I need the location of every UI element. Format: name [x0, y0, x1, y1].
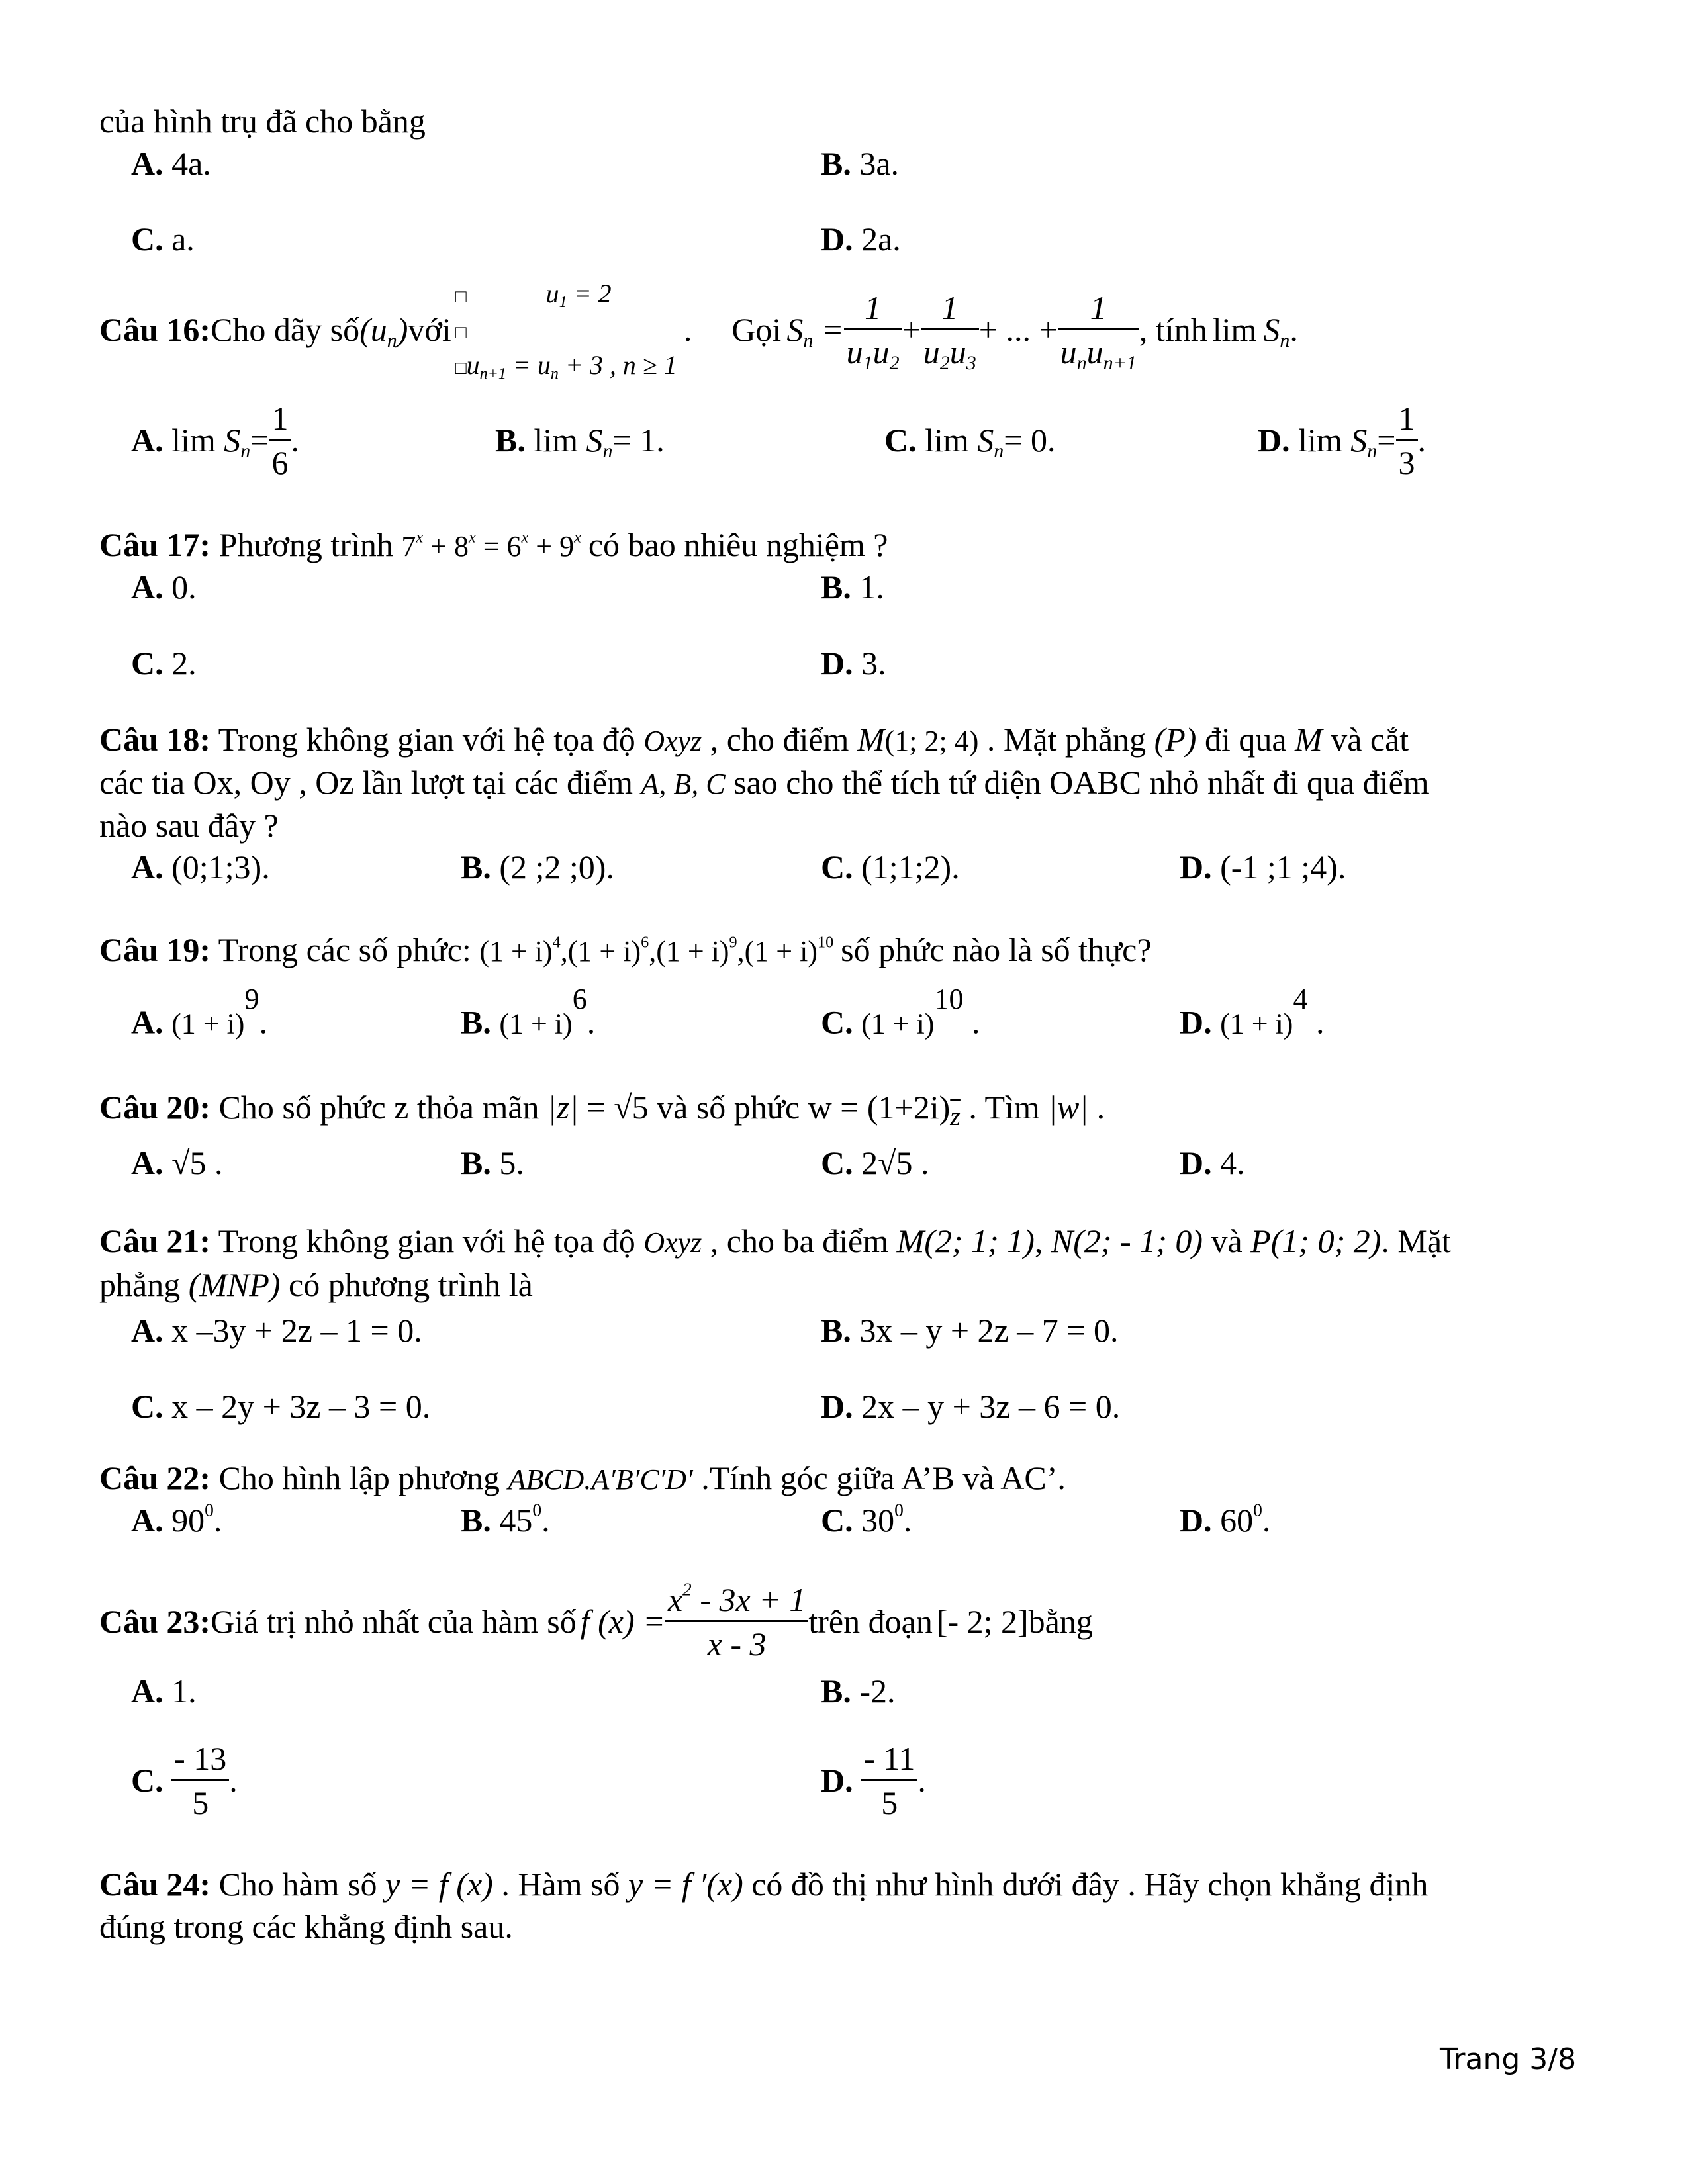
q19-option-c: C. $(1 + i)^{10}$ .: [821, 983, 980, 1041]
q21-stem-line-2: phẳng (MNP) có phương trình là: [99, 1266, 533, 1303]
q16-option-d: D. lim $S_n$ = $\frac{1}{3}$ .: [1258, 399, 1426, 481]
q20-stem: Câu 20: Cho số phức z thỏa mãn |z| = √5 và số phức $w = (1+2i)_{\overline{z}}$ . Tìm |w| .: [99, 1089, 1105, 1131]
q22-option-d: D. $60^0$.: [1180, 1499, 1271, 1539]
q24-stem-line-2: đúng trong các khẳng định sau.: [99, 1908, 513, 1945]
q15-stem: của hình trụ đã cho bằng: [99, 103, 426, 140]
q17-option-a: A. 0.: [131, 569, 197, 606]
q21-option-c: C. x – 2y + 3z – 3 = 0.: [131, 1388, 431, 1425]
q23-option-a: A. 1.: [131, 1672, 197, 1709]
q21-option-a: A. x –3y + 2z – 1 = 0.: [131, 1312, 422, 1349]
q17-stem: Câu 17: Phương trình $7^x + 8^x = 6^x + 9^x$ có bao nhiêu nghiệm ?: [99, 526, 888, 563]
q15-option-b: B. 3a.: [821, 145, 900, 182]
q16-sum-term-2: $\frac{1}{u_2u_3}$: [921, 291, 979, 369]
q23-option-d: D. $\frac{- 11}{5}$ .: [821, 1739, 926, 1821]
q16-option-a: A. lim $S_n$ = $\frac{1}{6}$ .: [131, 399, 299, 481]
q22-option-a: A. $90^0$.: [131, 1499, 222, 1539]
q16-stem: Câu 16: Cho dãy số $(u_n)$ với □ $u_1 = 2$ □ $□u_{n+1} = u_n + 3$ , n ≥ 1 . Gọi $S_n$ = $\frac{1}{u_1u_2}$ + $\frac{1}{u_2u_3}$ + ... + $\frac{1}{u_nu_{n+1}}$ , tính lim $S_n$ .: [99, 290, 1298, 369]
q19-option-d: D. $(1 + i)^4$ .: [1180, 983, 1325, 1041]
q20-option-d: D. 4.: [1180, 1144, 1245, 1181]
q18-option-b: B. (2 ;2 ;0).: [461, 848, 614, 886]
q22-option-b: B. $45^0$.: [461, 1499, 550, 1539]
q17-option-d: D. 3.: [821, 645, 886, 682]
q23-stem: Câu 23: Giá trị nhỏ nhất của hàm số f (x) = $\frac{x^2 - 3x + 1}{x - 3}$ trên đoạn [- 2; 2] bằng: [99, 1578, 1093, 1662]
q20-option-c: C. 2√5 .: [821, 1144, 929, 1181]
q20-option-b: B. 5.: [461, 1144, 524, 1181]
q18-option-c: C. (1;1;2).: [821, 848, 960, 886]
q16-option-c: C. lim $S_n$ = 0.: [884, 422, 1056, 462]
q16-sum-term-1: $\frac{1}{u_1u_2}$: [844, 291, 902, 369]
q19-stem: Câu 19: Trong các số phức: $(1 + i)^4,(1 + i)^6,(1 + i)^9,(1 + i)^{10}$ số phức nào là số thực?: [99, 931, 1152, 968]
q23-option-c: C. $\frac{- 13}{5}$ .: [131, 1739, 238, 1821]
q23-option-b: B. -2.: [821, 1672, 896, 1709]
q22-option-c: C. $30^0$.: [821, 1499, 912, 1539]
q17-equation: $7^x + 8^x = 6^x + 9^x$: [401, 528, 581, 563]
q24-stem-line-1: Câu 24: Cho hàm số y = f (x) . Hàm số y = f ′(x) có đồ thị như hình dưới đây . Hãy chọn khẳng định: [99, 1866, 1429, 1903]
q19-option-b: B. $(1 + i)^6$.: [461, 983, 596, 1041]
q21-option-d: D. 2x – y + 3z – 6 = 0.: [821, 1388, 1121, 1425]
q21-stem-line-1: Câu 21: Trong không gian với hệ tọa độ Oxyz , cho ba điểm M(2; 1; 1), N(2; - 1; 0) và P(1; 0; 2). Mặt: [99, 1222, 1451, 1259]
page-number: Trang 3/8: [1440, 2042, 1577, 2076]
q19-number-list: $(1 + i)^4,(1 + i)^6,(1 + i)^9,(1 + i)^{10}$: [479, 933, 834, 968]
q18-stem-line-3: nào sau đây ?: [99, 807, 279, 844]
q17-option-b: B. 1.: [821, 569, 884, 606]
q16-recurrence: □ $u_1 = 2$ □ $□u_{n+1} = u_n + 3$ , n ≥ 1: [455, 279, 677, 383]
q21-option-b: B. 3x – y + 2z – 7 = 0.: [821, 1312, 1119, 1349]
q18-stem-line-2: các tia Ox, Oy , Oz lần lượt tại các điểm A, B, C sao cho thể tích tứ diện OABC nhỏ nhất đi qua điểm: [99, 764, 1429, 801]
q20-option-a: A. √5 .: [131, 1144, 223, 1181]
q18-option-d: D. (-1 ;1 ;4).: [1180, 848, 1346, 886]
q15-option-c: C. a.: [131, 220, 195, 257]
q22-stem: Câu 22: Cho hình lập phương ABCD.A′B′C′D′ .Tính góc giữa A’B và AC’.: [99, 1459, 1066, 1496]
q23-function-fraction: $\frac{x^2 - 3x + 1}{x - 3}$: [665, 1583, 809, 1661]
q18-option-a: A. (0;1;3).: [131, 848, 270, 886]
q15-option-d: D. 2a.: [821, 220, 901, 257]
q17-option-c: C. 2.: [131, 645, 197, 682]
q18-stem-line-1: Câu 18: Trong không gian với hệ tọa độ Oxyz , cho điểm M(1; 2; 4) . Mặt phẳng (P) đi qua M và cắt: [99, 721, 1409, 758]
q16-option-b: B. lim $S_n$ = 1.: [495, 422, 665, 462]
q15-option-a: A. 4a.: [131, 145, 211, 182]
q16-sum-term-n: $\frac{1}{u_nu_{n+1}}$: [1058, 291, 1139, 369]
q19-option-a: A. $(1 + i)^9$.: [131, 983, 267, 1041]
